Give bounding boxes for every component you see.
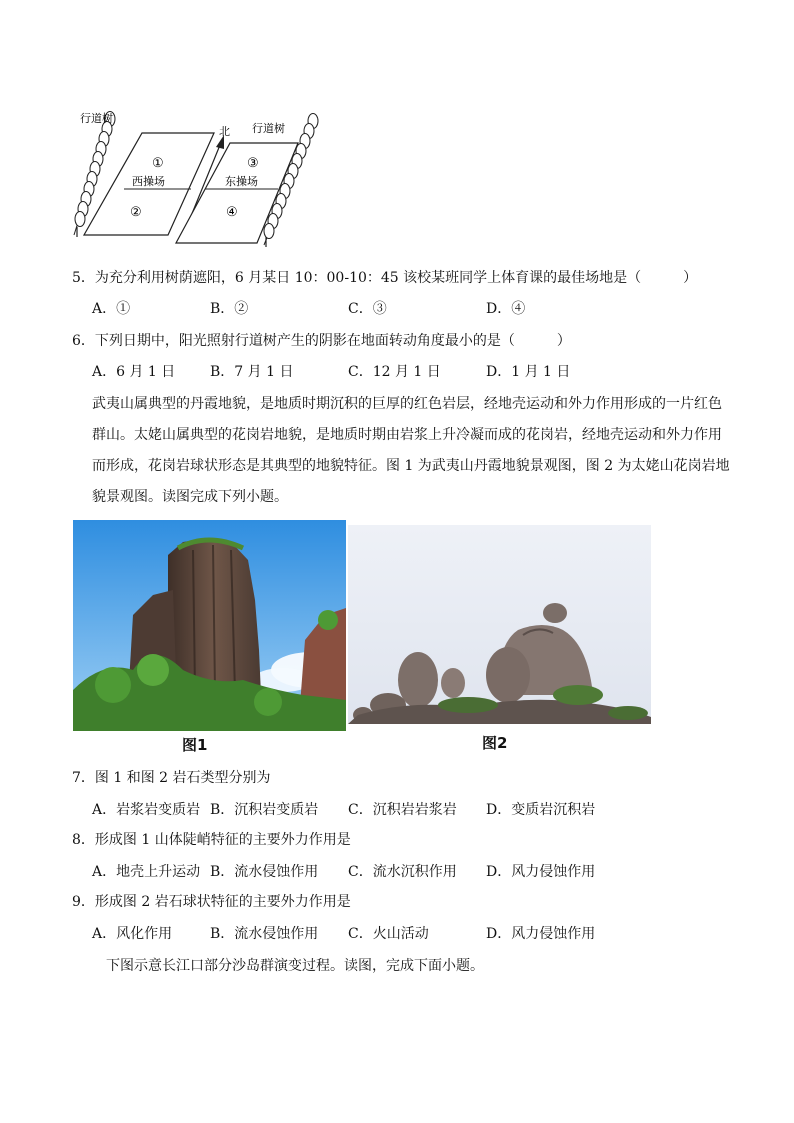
passage-line: 武夷山属典型的丹霞地貌，是地质时期沉积的巨厚的红色岩层，经地壳运动和外力作用形成的一片红色 [92, 396, 722, 412]
question-9-option-b[interactable]: B．流水侵蚀作用 [210, 926, 319, 942]
question-6-stem: 6．下列日期中，阳光照射行道树产生的阴影在地面转动角度最小的是（ ） [72, 333, 571, 349]
question-7-stem: 7．图 1 和图 2 岩石类型分别为 [72, 770, 271, 786]
question-6-option-d[interactable]: D．1 月 1 日 [486, 364, 571, 380]
question-7-option-d[interactable]: D．变质岩沉积岩 [486, 802, 596, 818]
question-9-option-c[interactable]: C．火山活动 [348, 926, 429, 942]
question-6-option-b[interactable]: B．7 月 1 日 [210, 364, 294, 380]
question-5-option-a[interactable]: A．① [92, 301, 131, 317]
question-5-option-d[interactable]: D．④ [486, 301, 526, 317]
figure-2-caption: 图2 [482, 734, 508, 752]
question-9-options [92, 924, 732, 944]
figure-2-granite-photo [348, 525, 651, 724]
question-5-stem: 5．为充分利用树荫遮阳，6 月某日 10：00-10：45 该校某班同学上体育课的最佳场地是（ ） [72, 270, 698, 286]
question-7-option-a[interactable]: A．岩浆岩变质岩 [92, 802, 201, 818]
tree-label-right: 行道树 [252, 122, 285, 135]
passage-line: 而形成，花岗岩球状形态是其典型的地貌特征。图 1 为武夷山丹霞地貌景观图，图 2 为太姥山花岗岩地 [92, 458, 730, 474]
question-6-option-a[interactable]: A．6 月 1 日 [92, 364, 176, 380]
tree-label-left: 行道树 [80, 112, 113, 125]
question-8-stem: 8．形成图 1 山体陡峭特征的主要外力作用是 [72, 832, 351, 848]
question-8-option-c[interactable]: C．流水沉积作用 [348, 864, 457, 880]
question-8-option-d[interactable]: D．风力侵蚀作用 [486, 864, 596, 880]
question-9-option-a[interactable]: A．风化作用 [92, 926, 173, 942]
question-8-option-a[interactable]: A．地壳上升运动 [92, 864, 201, 880]
passage-line: 群山。太姥山属典型的花岗岩地貌，是地质时期由岩浆上升冷凝而成的花岗岩，经地壳运动和外力作用 [92, 427, 722, 443]
question-6-option-c[interactable]: C．12 月 1 日 [348, 364, 441, 380]
question-5-options [92, 299, 732, 319]
passage [92, 389, 732, 513]
area-3-label: ③ [247, 156, 259, 171]
passage-line: 貌景观图。读图完成下列小题。 [92, 489, 288, 505]
question-9-stem: 9．形成图 2 岩石球状特征的主要外力作用是 [72, 894, 351, 910]
north-label: 北 [219, 125, 230, 138]
figure-1-danxia-photo [73, 520, 346, 731]
west-field-label: 西操场 [132, 175, 165, 188]
east-field-label: 东操场 [225, 175, 258, 188]
closing-line: 下图示意长江口部分沙岛群演变过程。读图，完成下面小题。 [106, 958, 484, 974]
figure-1-caption: 图1 [182, 736, 208, 754]
question-7-options [92, 800, 732, 820]
playground-diagram [70, 105, 340, 250]
question-9-option-d[interactable]: D．风力侵蚀作用 [486, 926, 596, 942]
question-7-option-c[interactable]: C．沉积岩岩浆岩 [348, 802, 457, 818]
question-6-options [92, 362, 732, 382]
area-1-label: ① [152, 156, 164, 171]
area-2-label: ② [130, 205, 142, 220]
question-5-option-b[interactable]: B．② [210, 301, 249, 317]
question-8-options [92, 862, 732, 882]
area-4-label: ④ [226, 205, 238, 220]
question-5-option-c[interactable]: C．③ [348, 301, 387, 317]
question-8-option-b[interactable]: B．流水侵蚀作用 [210, 864, 319, 880]
question-7-option-b[interactable]: B．沉积岩变质岩 [210, 802, 319, 818]
